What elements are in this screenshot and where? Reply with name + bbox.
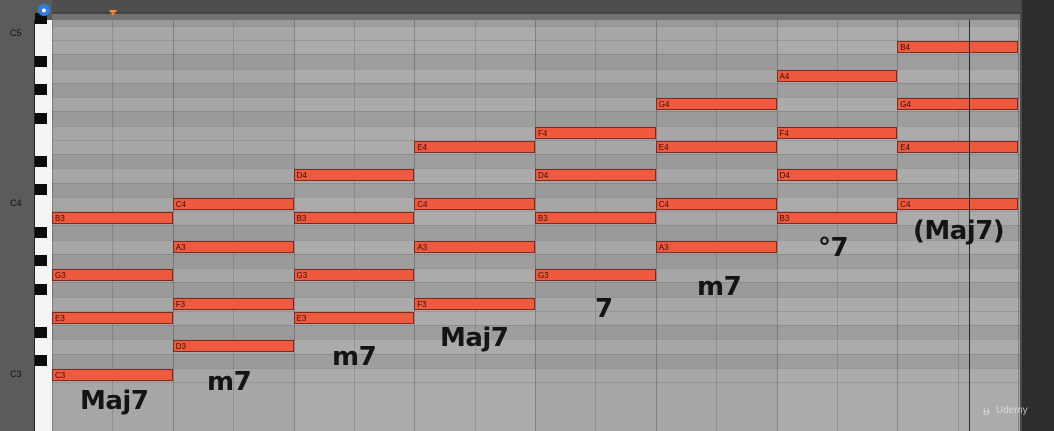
black-key-row [52,111,1020,125]
midi-note[interactable]: A3 [414,241,535,253]
midi-note[interactable]: F4 [535,127,656,139]
beat-gridline [414,20,415,431]
black-piano-key[interactable] [35,355,47,366]
midi-note[interactable]: C4 [414,198,535,210]
chord-quality-label: Maj7 [440,323,509,353]
midi-note[interactable]: C4 [173,198,294,210]
midi-note[interactable]: E4 [897,141,1018,153]
beat-gridline [716,20,717,431]
beat-gridline [294,20,295,431]
black-piano-key[interactable] [35,84,47,95]
black-key-row [52,54,1020,68]
midi-note[interactable]: G4 [656,98,777,110]
beat-gridline [535,20,536,431]
octave-label-c3: C3 [10,369,22,379]
beat-gridline [173,20,174,431]
row-gridline [52,97,1020,98]
black-piano-key[interactable] [35,56,47,67]
row-gridline [52,40,1020,41]
row-gridline [52,254,1020,255]
midi-note[interactable]: E4 [414,141,535,153]
black-key-row [52,354,1020,368]
midi-note[interactable]: C4 [897,198,1018,210]
black-piano-key[interactable] [35,156,47,167]
octave-label-c5: C5 [10,28,22,38]
black-key-row [52,325,1020,339]
row-gridline [52,282,1020,283]
midi-note[interactable]: G3 [294,269,415,281]
midi-note[interactable]: B3 [535,212,656,224]
vertical-scrollbar[interactable] [1020,0,1054,431]
beat-gridline [897,20,898,431]
chord-quality-label: m7 [697,272,742,302]
midi-note[interactable]: E3 [52,312,173,324]
black-piano-key[interactable] [35,113,47,124]
black-key-row [52,154,1020,168]
row-gridline [52,12,1020,13]
octave-label-c4: C4 [10,198,22,208]
beat-gridline [656,20,657,431]
black-key-row [52,12,1020,26]
chord-quality-label: °7 [818,233,849,263]
midi-note[interactable]: B3 [294,212,415,224]
midi-note[interactable]: D3 [173,340,294,352]
black-piano-key[interactable] [35,327,47,338]
midi-note[interactable]: A3 [656,241,777,253]
scrollbar-divider [1020,0,1022,431]
black-key-row [52,183,1020,197]
row-gridline [52,183,1020,184]
black-piano-key[interactable] [35,227,47,238]
chord-quality-label: (Maj7) [913,216,1005,246]
midi-note[interactable]: C4 [656,198,777,210]
midi-note[interactable]: D4 [777,169,898,181]
row-gridline [52,154,1020,155]
row-gridline [52,140,1020,141]
black-key-row [52,225,1020,239]
row-gridline [52,54,1020,55]
watermark-text: Udemy [996,405,1028,416]
row-gridline [52,354,1020,355]
midi-note[interactable]: E4 [656,141,777,153]
midi-note[interactable]: B3 [777,212,898,224]
black-key-row [52,282,1020,296]
midi-note[interactable]: A4 [777,70,898,82]
piano-keyboard[interactable] [34,20,53,431]
black-key-row [52,254,1020,268]
chord-quality-label: 7 [595,294,613,324]
midi-note[interactable]: G4 [897,98,1018,110]
black-piano-key[interactable] [35,255,47,266]
midi-note[interactable]: A3 [173,241,294,253]
midi-note[interactable]: G3 [535,269,656,281]
row-gridline [52,368,1020,369]
beat-gridline [1018,20,1019,431]
black-key-row [52,83,1020,97]
black-piano-key[interactable] [35,184,47,195]
beat-gridline [475,20,476,431]
fold-button-icon[interactable]: ● [38,4,50,16]
chord-quality-label: m7 [332,342,377,372]
black-piano-key[interactable] [35,284,47,295]
chord-quality-label: Maj7 [80,386,149,416]
row-gridline [52,382,1020,383]
beat-gridline [595,20,596,431]
row-gridline [52,311,1020,312]
row-gridline [52,225,1020,226]
midi-note[interactable]: B4 [897,41,1018,53]
beat-gridline [837,20,838,431]
midi-note[interactable]: F3 [173,298,294,310]
midi-note[interactable]: C3 [52,369,173,381]
midi-note[interactable]: G3 [52,269,173,281]
udemy-u-icon: ᵾ [983,404,990,418]
chord-quality-label: m7 [207,367,252,397]
row-gridline [52,325,1020,326]
midi-note[interactable]: F3 [414,298,535,310]
row-gridline [52,111,1020,112]
beat-gridline [777,20,778,431]
note-grid[interactable] [52,20,1020,431]
midi-note[interactable]: E3 [294,312,415,324]
midi-note[interactable]: D4 [535,169,656,181]
row-gridline [52,83,1020,84]
midi-note[interactable]: B3 [52,212,173,224]
row-gridline [52,26,1020,27]
midi-note[interactable]: D4 [294,169,415,181]
midi-note[interactable]: F4 [777,127,898,139]
